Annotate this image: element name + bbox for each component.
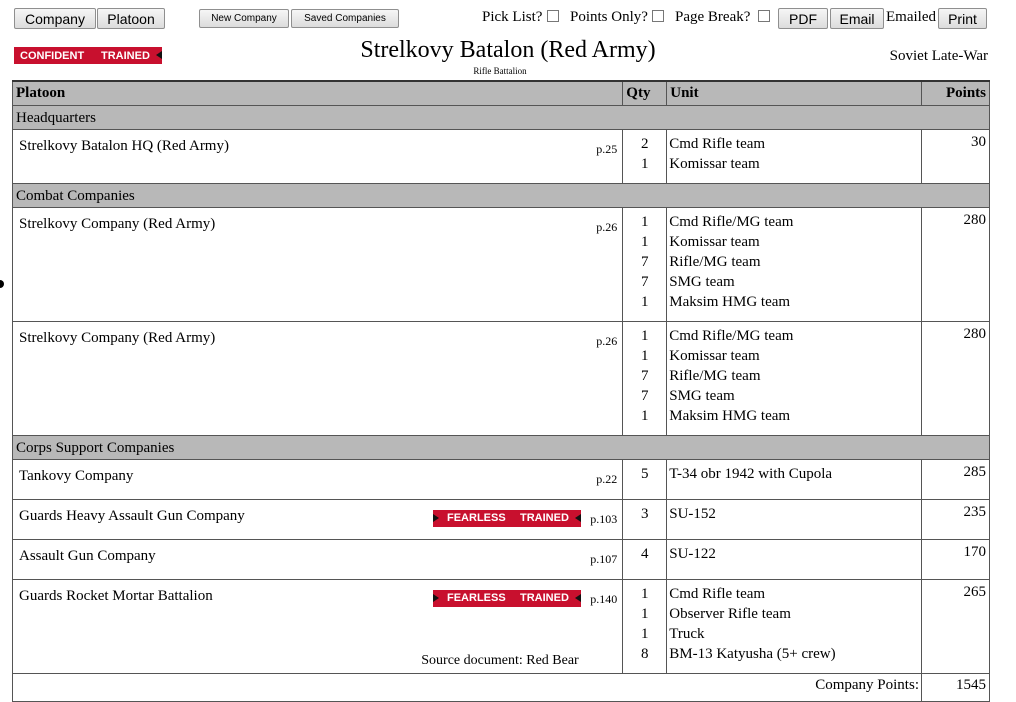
points-cell: 170 xyxy=(921,539,989,579)
unit-name: Maksim HMG team xyxy=(669,407,791,424)
skill-text: TRAINED xyxy=(101,49,150,62)
platoon-cell[interactable] xyxy=(13,129,623,183)
arrow-right-icon xyxy=(433,514,439,522)
unit-name: Komissar team xyxy=(669,347,760,364)
saved-companies-button[interactable]: Saved Companies xyxy=(291,9,399,28)
email-button[interactable]: Email xyxy=(830,8,884,29)
unit-qty: 7 xyxy=(641,367,649,384)
page-break-label: Page Break? xyxy=(675,9,751,25)
platoon-row[interactable] xyxy=(13,499,990,539)
platoon-row[interactable] xyxy=(13,207,990,321)
motivation-text: CONFIDENT xyxy=(20,49,85,62)
unit-qty: 1 xyxy=(641,155,649,172)
pick-list-label: Pick List? xyxy=(482,9,543,25)
motivation-text: FEARLESS xyxy=(447,592,506,604)
arrow-left-icon xyxy=(575,514,581,522)
unit-qty: 1 xyxy=(641,347,649,364)
qty-cell xyxy=(623,321,667,435)
platoon-name[interactable]: Strelkovy Company (Red Army) xyxy=(19,215,216,232)
unit-qty: 4 xyxy=(641,545,649,562)
skill-text: TRAINED xyxy=(520,512,569,524)
unit-cell xyxy=(667,321,922,435)
section-name: Corps Support Companies xyxy=(13,435,990,459)
unit-name: Cmd Rifle team xyxy=(669,585,766,602)
unit-qty: 7 xyxy=(641,387,649,404)
unit-qty: 1 xyxy=(641,605,649,622)
page-reference: p.103 xyxy=(590,511,618,526)
unit-name: Rifle/MG team xyxy=(669,253,761,270)
platoon-row[interactable] xyxy=(13,321,990,435)
print-button[interactable]: Print xyxy=(938,8,987,29)
unit-name: Cmd Rifle team xyxy=(669,135,766,152)
unit-cell xyxy=(667,459,922,499)
total-value: 1545 xyxy=(921,673,989,701)
points-cell: 30 xyxy=(921,129,989,183)
unit-cell xyxy=(667,207,922,321)
page-break-checkbox[interactable] xyxy=(758,10,770,22)
unit-name: SMG team xyxy=(669,387,735,404)
unit-qty: 3 xyxy=(641,505,649,522)
points-cell: 280 xyxy=(921,321,989,435)
header-unit: Unit xyxy=(667,81,922,105)
header-qty: Qty xyxy=(623,81,667,105)
unit-qty: 1 xyxy=(641,407,649,424)
page-reference: p.26 xyxy=(596,219,618,234)
section-row xyxy=(13,435,990,459)
platoon-cell[interactable] xyxy=(13,321,623,435)
page-reference: p.140 xyxy=(590,591,618,606)
motivation-text: FEARLESS xyxy=(447,512,506,524)
points-only-checkbox[interactable] xyxy=(652,10,664,22)
section-name: Combat Companies xyxy=(13,183,990,207)
section-row xyxy=(13,105,990,129)
qty-cell xyxy=(623,459,667,499)
pick-list-checkbox[interactable] xyxy=(547,10,559,22)
unit-qty: 7 xyxy=(641,273,649,290)
unit-qty: 1 xyxy=(641,625,649,642)
platoon-rating-badge xyxy=(433,590,581,607)
platoon-name[interactable]: Strelkovy Batalon HQ (Red Army) xyxy=(19,137,229,154)
total-row xyxy=(13,673,990,701)
unit-name: Maksim HMG team xyxy=(669,293,791,310)
qty-cell xyxy=(623,207,667,321)
pdf-button[interactable]: PDF xyxy=(778,8,828,29)
unit-qty: 1 xyxy=(641,233,649,250)
emailed-label: Emailed xyxy=(886,9,936,25)
unit-qty: 5 xyxy=(641,465,649,482)
unit-name: BM-13 Katyusha (5+ crew) xyxy=(669,645,836,662)
unit-qty: 1 xyxy=(641,327,649,344)
platoon-button[interactable]: Platoon xyxy=(97,8,165,29)
unit-cell xyxy=(667,539,922,579)
unit-qty: 1 xyxy=(641,585,649,602)
unit-qty: 1 xyxy=(641,213,649,230)
unit-name: T-34 obr 1942 with Cupola xyxy=(669,465,833,482)
skill-text: TRAINED xyxy=(520,592,569,604)
section-row xyxy=(13,183,990,207)
unit-qty: 7 xyxy=(641,253,649,270)
unit-qty: 1 xyxy=(641,293,649,310)
page-reference: p.107 xyxy=(590,551,618,566)
new-company-button[interactable]: New Company xyxy=(199,9,289,28)
faction-label: Soviet Late-War xyxy=(889,48,988,64)
arrow-left-icon xyxy=(575,594,581,602)
unit-name: SU-152 xyxy=(669,505,716,522)
unit-name: Komissar team xyxy=(669,233,760,250)
unit-cell xyxy=(667,499,922,539)
header-points: Points xyxy=(921,81,989,105)
points-cell: 235 xyxy=(921,499,989,539)
qty-cell xyxy=(623,539,667,579)
section-name: Headquarters xyxy=(13,105,990,129)
source-document: Source document: Red Bear xyxy=(421,653,579,668)
company-button[interactable]: Company xyxy=(14,8,96,29)
platoon-row[interactable] xyxy=(13,129,990,183)
qty-cell xyxy=(623,129,667,183)
unit-qty: 2 xyxy=(641,135,649,152)
page-reference: p.25 xyxy=(596,141,618,156)
points-cell: 280 xyxy=(921,207,989,321)
unit-name: SU-122 xyxy=(669,545,716,562)
page-reference: p.26 xyxy=(596,333,618,348)
platoon-name[interactable]: Assault Gun Company xyxy=(19,547,156,564)
roster-table xyxy=(12,80,990,702)
platoon-cell[interactable] xyxy=(13,459,623,499)
unit-name: SMG team xyxy=(669,273,735,290)
unit-cell xyxy=(667,129,922,183)
qty-cell xyxy=(623,499,667,539)
arrow-right-icon xyxy=(433,594,439,602)
page-title: Strelkovy Batalon (Red Army) xyxy=(360,37,656,63)
platoon-rating-badge xyxy=(433,510,581,527)
unit-name: Cmd Rifle/MG team xyxy=(669,213,794,230)
table-header-row xyxy=(13,81,990,105)
platoon-row[interactable] xyxy=(13,459,990,499)
page-reference: p.22 xyxy=(596,471,618,486)
unit-name: Rifle/MG team xyxy=(669,367,761,384)
platoon-row[interactable] xyxy=(13,539,990,579)
points-only-label: Points Only? xyxy=(570,9,648,25)
unit-name: Cmd Rifle/MG team xyxy=(669,327,794,344)
platoon-cell[interactable] xyxy=(13,207,623,321)
platoon-name[interactable]: Strelkovy Company (Red Army) xyxy=(19,329,216,346)
unit-qty: 8 xyxy=(641,645,649,662)
unit-name: Observer Rifle team xyxy=(669,605,791,622)
points-cell: 265 xyxy=(921,579,989,673)
platoon-cell[interactable] xyxy=(13,539,623,579)
unit-name: Komissar team xyxy=(669,155,760,172)
points-cell: 285 xyxy=(921,459,989,499)
platoon-name[interactable]: Guards Rocket Mortar Battalion xyxy=(19,587,213,604)
total-label: Company Points: xyxy=(13,673,922,701)
page-subtitle: Rifle Battalion xyxy=(473,66,527,76)
platoon-name[interactable]: Tankovy Company xyxy=(19,467,134,484)
header-platoon: Platoon xyxy=(13,81,623,105)
platoon-name[interactable]: Guards Heavy Assault Gun Company xyxy=(19,507,245,524)
bullet-icon xyxy=(0,280,4,288)
platoon-cell[interactable] xyxy=(13,499,623,539)
unit-name: Truck xyxy=(669,625,705,642)
